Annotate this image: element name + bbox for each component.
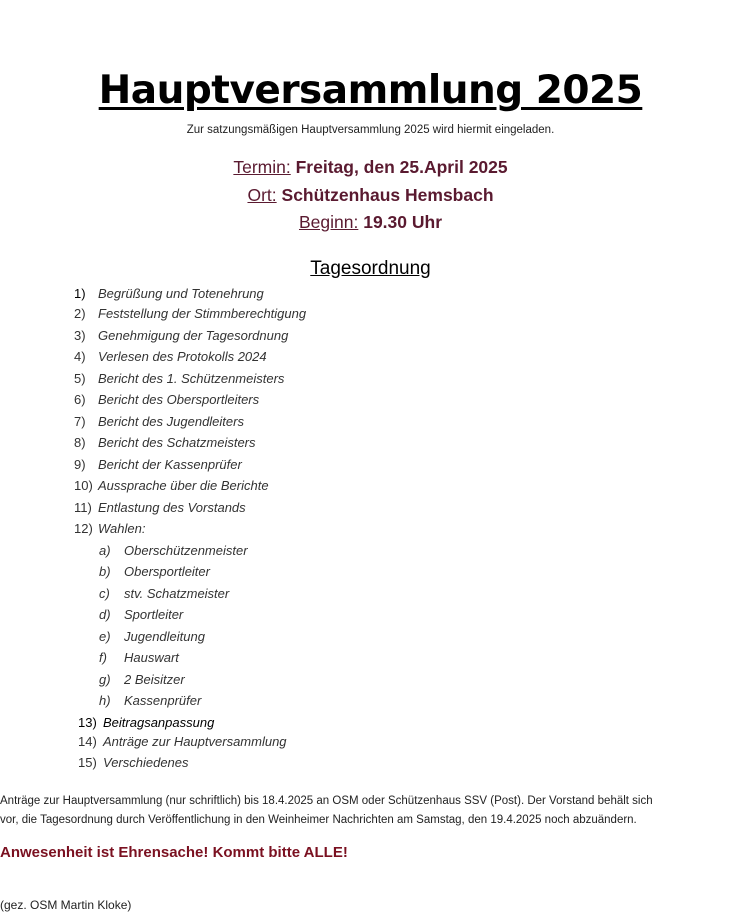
election-item — [99, 607, 183, 622]
paragraph-line: vor, die Tagesordnung durch Veröffentlichung in den Weinheimer Nachrichten am Samstag, den 19.4.2025 noch abzuändern. — [0, 814, 637, 826]
agenda-item-text: Bericht der Kassenprüfer — [98, 457, 242, 472]
election-item — [99, 543, 248, 558]
election-item-text: Sportleiter — [124, 607, 184, 622]
agenda-item-text: Bericht des 1. Schützenmeisters — [98, 371, 285, 386]
election-item-text: stv. Schatzmeister — [124, 586, 230, 601]
agenda-item-text: Beitragsanpassung — [103, 715, 215, 730]
election-item-letter: h) — [99, 693, 111, 708]
meta-ort — [0, 185, 741, 206]
election-item — [99, 650, 179, 665]
election-item-text: Hauswart — [124, 650, 179, 665]
agenda-item-text: Wahlen: — [98, 521, 146, 536]
agenda-item — [74, 521, 145, 536]
election-item — [99, 564, 210, 579]
election-item-text: Oberschützenmeister — [124, 543, 248, 558]
election-item-text: 2 Beisitzer — [124, 672, 185, 687]
agenda-item-text: Anträge zur Hauptversammlung — [103, 734, 287, 749]
agenda-item-text: Bericht des Obersportleiters — [98, 392, 260, 407]
election-item-letter: e) — [99, 629, 111, 644]
election-item-text: Obersportleiter — [124, 564, 210, 579]
agenda-item-number: 5) — [74, 371, 86, 386]
paragraph-line: Anträge zur Hauptversammlung (nur schriftlich) bis 18.4.2025 an OSM oder Schützenhaus SSV (Post). Der Vorstand behält sich — [0, 795, 653, 807]
meta-termin — [0, 157, 741, 178]
election-item — [99, 586, 229, 601]
election-item-text: Jugendleitung — [124, 629, 205, 644]
agenda-item — [74, 500, 246, 515]
agenda-item-number: 11) — [74, 500, 92, 515]
document-title: Hauptversammlung 2025 — [98, 68, 643, 113]
agenda-item-text: Feststellung der Stimmberechtigung — [98, 306, 307, 321]
election-item-letter: a) — [99, 543, 111, 558]
agenda-item-number: 7) — [74, 414, 86, 429]
agenda-item-text: Bericht des Jugendleiters — [98, 414, 244, 429]
agenda-item-text: Entlastung des Vorstands — [98, 500, 246, 515]
agenda-item-number: 8) — [74, 435, 86, 450]
agenda-item — [74, 286, 264, 301]
agenda-item-number: 1) — [74, 286, 86, 301]
agenda-item-text: Verschiedenes — [103, 755, 189, 770]
meta-value: Schützenhaus Hemsbach — [281, 185, 494, 205]
election-item — [99, 672, 185, 687]
agenda-item — [78, 715, 214, 730]
agenda-item-number: 12) — [74, 521, 93, 536]
agenda-item-text: Verlesen des Protokolls 2024 — [98, 349, 267, 364]
agenda-item — [78, 734, 287, 749]
meta-label: Termin: — [233, 157, 291, 177]
agenda-item — [74, 349, 267, 364]
election-item-letter: g) — [99, 672, 111, 687]
agenda-item — [74, 306, 306, 321]
agenda-item — [74, 414, 244, 429]
agenda-item — [74, 457, 242, 472]
agenda-item — [74, 392, 259, 407]
agenda-item-number: 4) — [74, 349, 86, 364]
agenda-item-text: Begrüßung und Totenehrung — [98, 286, 264, 301]
election-item-letter: f) — [99, 650, 107, 665]
meta-label: Ort: — [247, 185, 277, 205]
agenda-item-text: Genehmigung der Tagesordnung — [98, 328, 289, 343]
election-item-text: Kassenprüfer — [124, 693, 202, 708]
agenda-item-number: 13) — [78, 715, 97, 730]
meta-value: 19.30 Uhr — [363, 212, 443, 232]
election-item — [99, 693, 201, 708]
meta-beginn — [0, 212, 741, 233]
agenda-item-number: 2) — [74, 306, 86, 321]
agenda-item — [78, 755, 189, 770]
agenda-item-number: 9) — [74, 457, 86, 472]
election-item-letter: d) — [99, 607, 111, 622]
signature: (gez. OSM Martin Kloke) — [0, 898, 132, 912]
agenda-item — [74, 328, 288, 343]
agenda-item — [74, 435, 256, 450]
election-item-letter: c) — [99, 586, 110, 601]
agenda-item-number: 3) — [74, 328, 86, 343]
meta-label: Beginn: — [298, 212, 359, 232]
agenda-item-text: Aussprache über die Berichte — [98, 478, 269, 493]
motions-paragraph — [0, 792, 741, 830]
agenda-heading: Tagesordnung — [310, 258, 431, 279]
agenda-item-number: 14) — [78, 734, 97, 749]
election-item-letter: b) — [99, 564, 111, 579]
agenda-item-number: 6) — [74, 392, 86, 407]
election-item — [99, 629, 205, 644]
agenda-item-text: Bericht des Schatzmeisters — [98, 435, 256, 450]
agenda-item — [74, 371, 284, 386]
agenda-item-number: 15) — [78, 755, 97, 770]
agenda-item-number: 10) — [74, 478, 93, 493]
attendance-appeal: Anwesenheit ist Ehrensache! Kommt bitte ALLE! — [0, 844, 348, 861]
agenda-item — [74, 478, 269, 493]
invitation-subtitle: Zur satzungsmäßigen Hauptversammlung 2025 wird hiermit eingeladen. — [186, 124, 555, 136]
meta-value: Freitag, den 25.April 2025 — [295, 157, 508, 177]
